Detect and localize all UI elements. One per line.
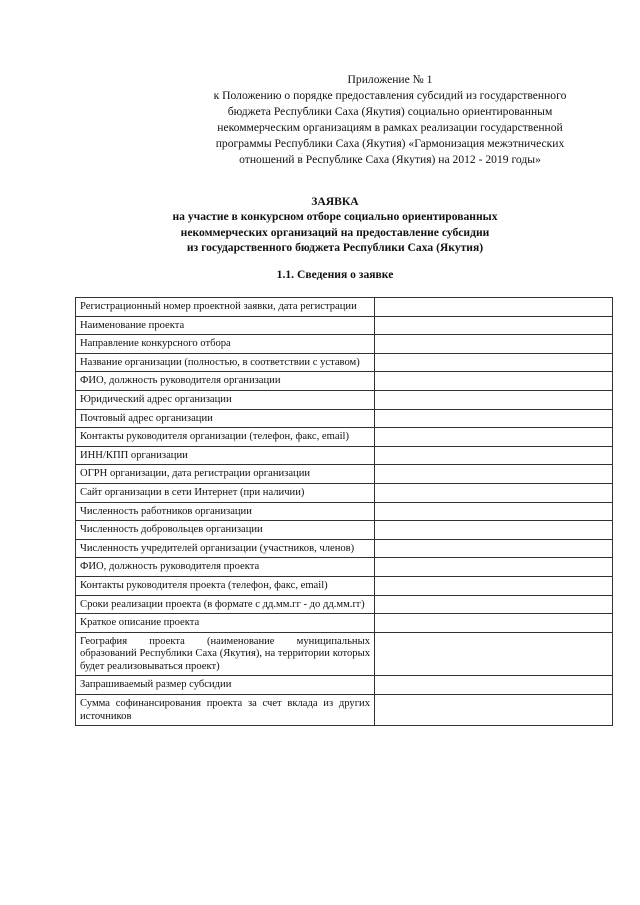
field-label: ОГРН организации, дата регистрации организации — [76, 465, 375, 484]
table-row — [76, 465, 613, 484]
table-row — [76, 502, 613, 521]
appendix-line: отношений в Республике Саха (Якутия) на 2012 - 2019 годы» — [239, 153, 541, 167]
field-value[interactable] — [375, 409, 613, 428]
section-title: 1.1. Сведения о заявке — [276, 268, 394, 281]
table-row — [76, 676, 613, 695]
appendix-number: Приложение № 1 — [347, 73, 433, 86]
table-row — [76, 521, 613, 540]
field-label: Сроки реализации проекта (в формате с дд.мм.гг - до дд.мм.гг) — [76, 595, 375, 614]
field-label: ФИО, должность руководителя организации — [76, 372, 375, 391]
field-value[interactable] — [375, 390, 613, 409]
field-value[interactable] — [375, 483, 613, 502]
field-label: Сайт организации в сети Интернет (при наличии) — [76, 483, 375, 502]
table-row — [76, 390, 613, 409]
field-label: Сумма софинансирования проекта за счет вклада из других источников — [76, 695, 375, 726]
field-value[interactable] — [375, 316, 613, 335]
field-value[interactable] — [375, 558, 613, 577]
appendix-line: программы Республики Саха (Якутия) «Гармонизация межэтнических — [215, 137, 565, 151]
appendix-line: некоммерческим организациям в рамках реализации государственной — [217, 121, 563, 135]
field-label: Направление конкурсного отбора — [76, 335, 375, 354]
field-label: Численность учредителей организации (участников, членов) — [76, 539, 375, 558]
table-row — [76, 316, 613, 335]
table-row — [76, 335, 613, 354]
field-value[interactable] — [375, 595, 613, 614]
appendix-line: бюджета Республики Саха (Якутия) социально ориентированным — [227, 105, 553, 119]
field-label: ИНН/КПП организации — [76, 446, 375, 465]
field-label: Численность добровольцев организации — [76, 521, 375, 540]
field-value[interactable] — [375, 695, 613, 726]
field-value[interactable] — [375, 502, 613, 521]
field-value[interactable] — [375, 465, 613, 484]
appendix-line: к Положению о порядке предоставления субсидий из государственного — [213, 89, 567, 103]
field-label: Краткое описание проекта — [76, 614, 375, 633]
table-row — [76, 595, 613, 614]
field-label: География проекта (наименование муниципальных образований Республики Саха (Якутия), на территории которых будет реализовываться проект) — [76, 632, 375, 676]
field-label: Наименование проекта — [76, 316, 375, 335]
application-form-table — [75, 297, 613, 726]
field-value[interactable] — [375, 539, 613, 558]
table-row — [76, 539, 613, 558]
field-value[interactable] — [375, 632, 613, 676]
field-value[interactable] — [375, 372, 613, 391]
field-value[interactable] — [375, 298, 613, 317]
title-line: некоммерческих организаций на предоставление субсидии — [180, 225, 490, 239]
field-value[interactable] — [375, 614, 613, 633]
field-label: Численность работников организации — [76, 502, 375, 521]
table-row — [76, 298, 613, 317]
appendix-header — [180, 72, 600, 169]
table-row — [76, 483, 613, 502]
title-heading: ЗАЯВКА — [311, 195, 359, 208]
field-value[interactable] — [375, 428, 613, 447]
table-row — [76, 576, 613, 595]
table-row — [76, 632, 613, 676]
field-value[interactable] — [375, 676, 613, 695]
table-row — [76, 353, 613, 372]
field-label: Контакты руководителя проекта (телефон, факс, email) — [76, 576, 375, 595]
table-row — [76, 372, 613, 391]
field-value[interactable] — [375, 353, 613, 372]
field-value[interactable] — [375, 521, 613, 540]
table-row — [76, 695, 613, 726]
title-line: на участие в конкурсном отборе социально ориентированных — [172, 210, 498, 224]
field-label: ФИО, должность руководителя проекта — [76, 558, 375, 577]
field-label: Регистрационный номер проектной заявки, дата регистрации — [76, 298, 375, 317]
document-title — [60, 194, 610, 255]
field-label: Запрашиваемый размер субсидии — [76, 676, 375, 695]
table-row — [76, 446, 613, 465]
field-label: Контакты руководителя организации (телефон, факс, email) — [76, 428, 375, 447]
field-label: Юридический адрес организации — [76, 390, 375, 409]
field-value[interactable] — [375, 576, 613, 595]
title-line: из государственного бюджета Республики Саха (Якутия) — [186, 240, 484, 254]
table-row — [76, 428, 613, 447]
table-row — [76, 558, 613, 577]
field-value[interactable] — [375, 335, 613, 354]
field-value[interactable] — [375, 446, 613, 465]
field-label: Почтовый адрес организации — [76, 409, 375, 428]
table-row — [76, 614, 613, 633]
field-label: Название организации (полностью, в соответствии с уставом) — [76, 353, 375, 372]
table-row — [76, 409, 613, 428]
